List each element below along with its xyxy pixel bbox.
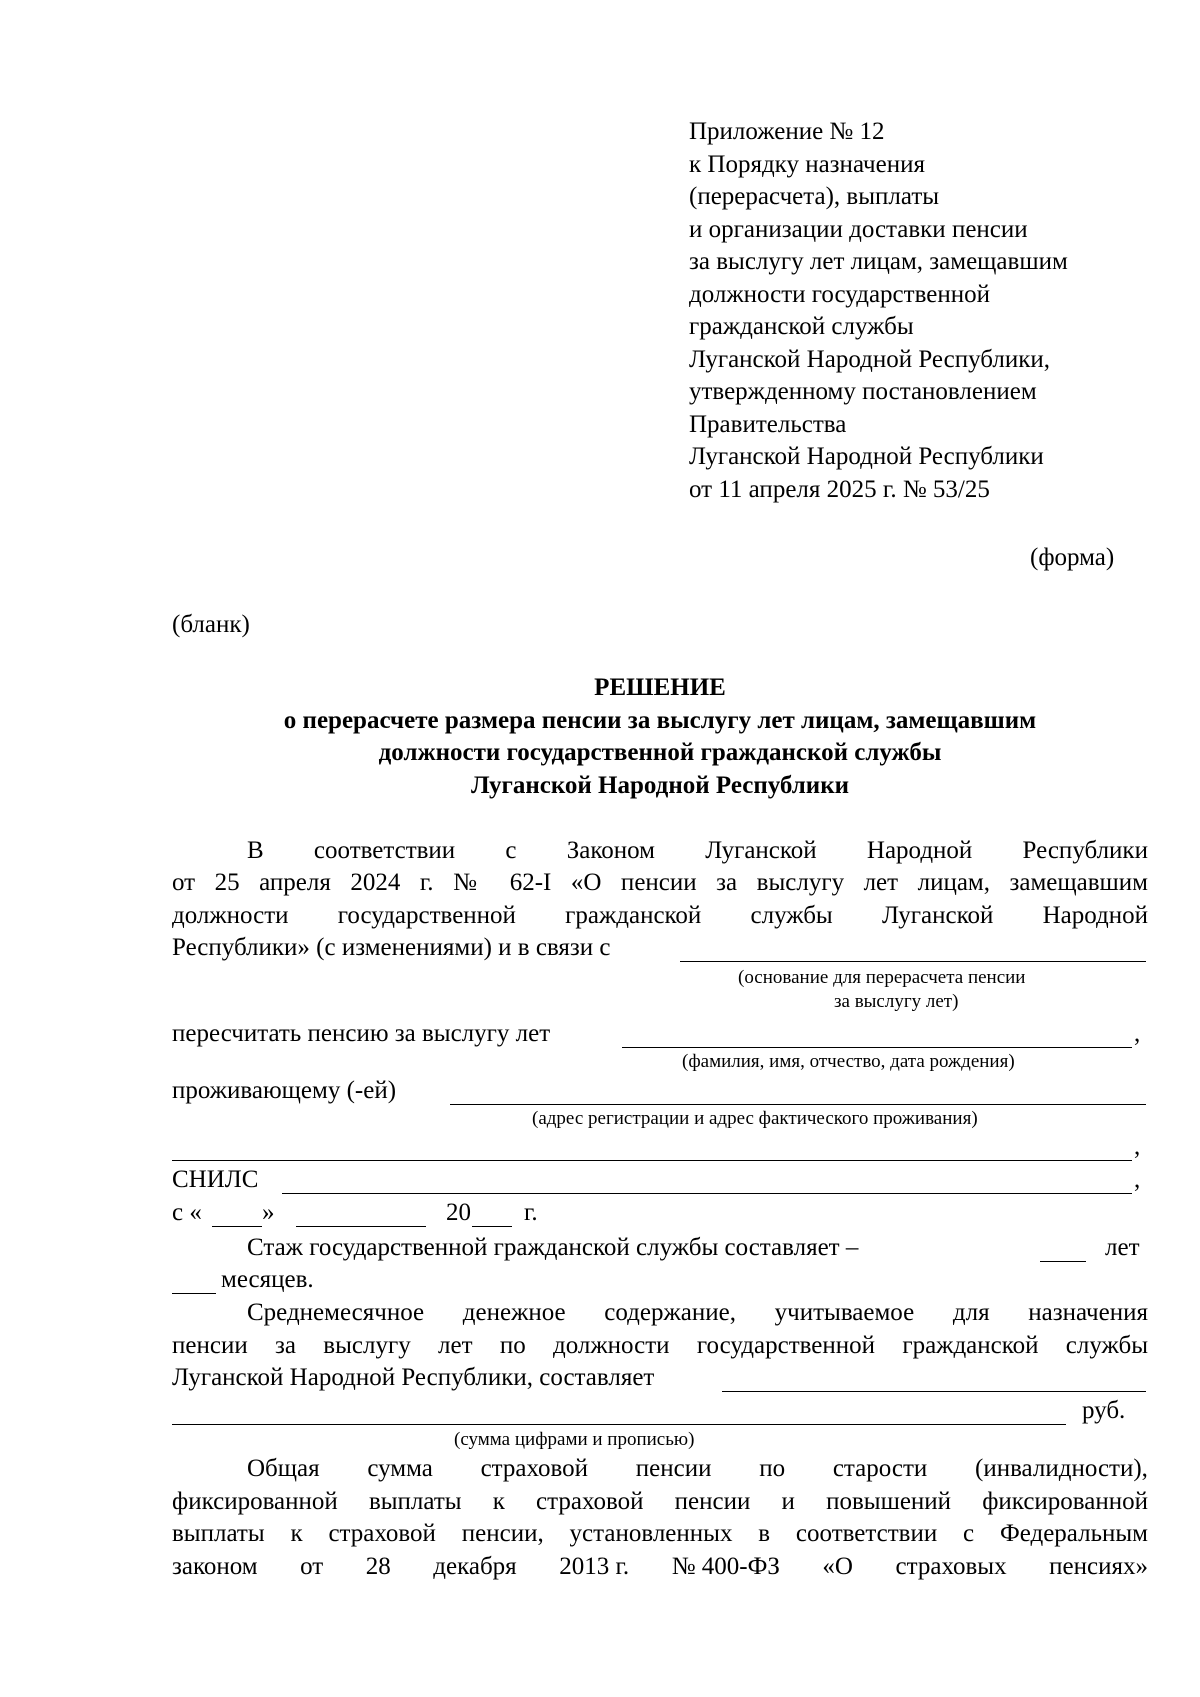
word: В	[247, 837, 264, 864]
word: законом	[172, 1553, 258, 1580]
rub-label: руб.	[1082, 1397, 1126, 1424]
stazh-months-field[interactable]	[172, 1293, 216, 1294]
hint-fio: (фамилия, имя, отчество, дата рождения)	[682, 1051, 1015, 1072]
word: № 400-ФЗ	[671, 1553, 780, 1580]
appendix-line: Приложение № 12	[689, 118, 885, 145]
avg-line-2: пенсии за выслугу лет по должности государственной гражданской службы	[172, 1332, 1148, 1359]
avg-line-1: Среднемесячное денежное содержание, учитываемое для назначения	[247, 1299, 1148, 1326]
hint-basis: (основание для перерасчета пенсии	[738, 967, 1026, 988]
date-day-field[interactable]	[212, 1226, 262, 1227]
paragraph-1-line-4: Республики» (с изменениями) и в связи с	[172, 934, 611, 961]
word: «О	[822, 1553, 853, 1580]
appendix-line: за выслугу лет лицам, замещавшим	[689, 248, 1068, 275]
word: Народной	[866, 837, 973, 864]
date-month-field[interactable]	[296, 1226, 426, 1227]
word: с	[505, 837, 517, 864]
word: декабря	[433, 1553, 517, 1580]
snils-field-line[interactable]	[282, 1193, 1132, 1194]
appendix-block	[689, 116, 1068, 506]
stazh-years-field[interactable]	[1040, 1261, 1086, 1262]
word: Республики	[1022, 837, 1148, 864]
appendix-line: (перерасчета), выплаты	[689, 183, 940, 210]
date-prefix: с «	[172, 1199, 202, 1226]
word: пенсии	[635, 1455, 712, 1482]
recalc-label: пересчитать пенсию за выслугу лет	[172, 1020, 551, 1047]
appendix-line: гражданской службы	[689, 313, 914, 340]
stazh-text: Стаж государственной гражданской службы составляет –	[247, 1234, 859, 1261]
word: сумма	[367, 1455, 433, 1482]
appendix-line: к Порядку назначения	[689, 150, 925, 178]
word: Луганской	[705, 837, 817, 864]
snils-label: СНИЛС	[172, 1166, 259, 1193]
hint-address: (адрес регистрации и адрес фактического проживания)	[532, 1108, 978, 1129]
basis-field-line[interactable]	[680, 961, 1146, 962]
word: от	[300, 1553, 324, 1580]
total-line-1	[172, 1453, 1148, 1485]
blank-label: (бланк)	[172, 611, 250, 638]
word: (инвалидности),	[975, 1455, 1148, 1482]
stazh-months-label: месяцев.	[221, 1266, 314, 1293]
word: Общая	[247, 1455, 320, 1482]
comma: ,	[1134, 1166, 1141, 1193]
document-subtitle-line: Луганской Народной Республики	[470, 772, 850, 799]
word: страховых	[895, 1553, 1007, 1580]
paragraph-1-line-2: от 25 апреля 2024 г. № 62-I «О пенсии за выслугу лет лицам, замещавшим	[172, 869, 1148, 896]
date-quote-close: »	[262, 1199, 275, 1226]
document-title: РЕШЕНИЕ	[594, 674, 726, 701]
date-year-suffix: г.	[524, 1199, 538, 1226]
appendix-line: и организации доставки пенсии	[689, 215, 1028, 243]
word: по	[759, 1455, 786, 1482]
appendix-line: от 11 апреля 2025 г. № 53/25	[689, 475, 990, 503]
avg-sum-field[interactable]	[722, 1391, 1146, 1392]
stazh-years-label: лет	[1105, 1234, 1140, 1261]
avg-line-3: Луганской Народной Республики, составляет	[172, 1364, 655, 1391]
word: Законом	[566, 837, 655, 864]
paragraph-1-line-1	[172, 835, 1148, 867]
appendix-line: Луганской Народной Республики	[689, 443, 1044, 470]
total-line-3: выплаты к страховой пенсии, установленных в соответствии с Федеральным	[172, 1520, 1148, 1547]
appendix-line: должности государственной	[689, 280, 990, 308]
paragraph-1-line-3: должности государственной гражданской службы Луганской Народной	[172, 902, 1148, 929]
avg-sum-field-2[interactable]	[172, 1424, 1066, 1425]
appendix-line: Луганской Народной Республики,	[689, 345, 1050, 373]
address-field-line-2[interactable]	[172, 1160, 1132, 1161]
document-subtitle-line: должности государственной гражданской службы	[378, 739, 942, 766]
comma: ,	[1134, 1020, 1141, 1047]
word: 2013 г.	[559, 1553, 630, 1580]
hint-sum: (сумма цифрами и прописью)	[454, 1429, 695, 1450]
word: соответствии	[313, 837, 456, 864]
word: пенсиях»	[1049, 1553, 1148, 1580]
total-line-4	[172, 1551, 1148, 1583]
residing-label: проживающему (-ей)	[172, 1077, 397, 1104]
address-field-line[interactable]	[450, 1104, 1146, 1105]
document-subtitle-line: о перерасчете размера пенсии за выслугу лет лицам, замещавшим	[283, 707, 1037, 734]
word: старости	[832, 1455, 928, 1482]
appendix-line: Правительства	[689, 410, 847, 438]
word: страховой	[480, 1455, 589, 1482]
comma: ,	[1134, 1133, 1141, 1160]
date-year-prefix: 20	[446, 1199, 471, 1226]
appendix-line: утвержденному постановлением	[689, 378, 1037, 405]
form-label: (форма)	[1030, 544, 1115, 571]
word: 28	[365, 1553, 391, 1580]
fio-field-line[interactable]	[622, 1047, 1132, 1048]
hint-basis: за выслугу лет)	[834, 991, 959, 1012]
date-year-field[interactable]	[472, 1226, 512, 1227]
total-line-2: фиксированной выплаты к страховой пенсии и повышений фиксированной	[172, 1488, 1148, 1515]
